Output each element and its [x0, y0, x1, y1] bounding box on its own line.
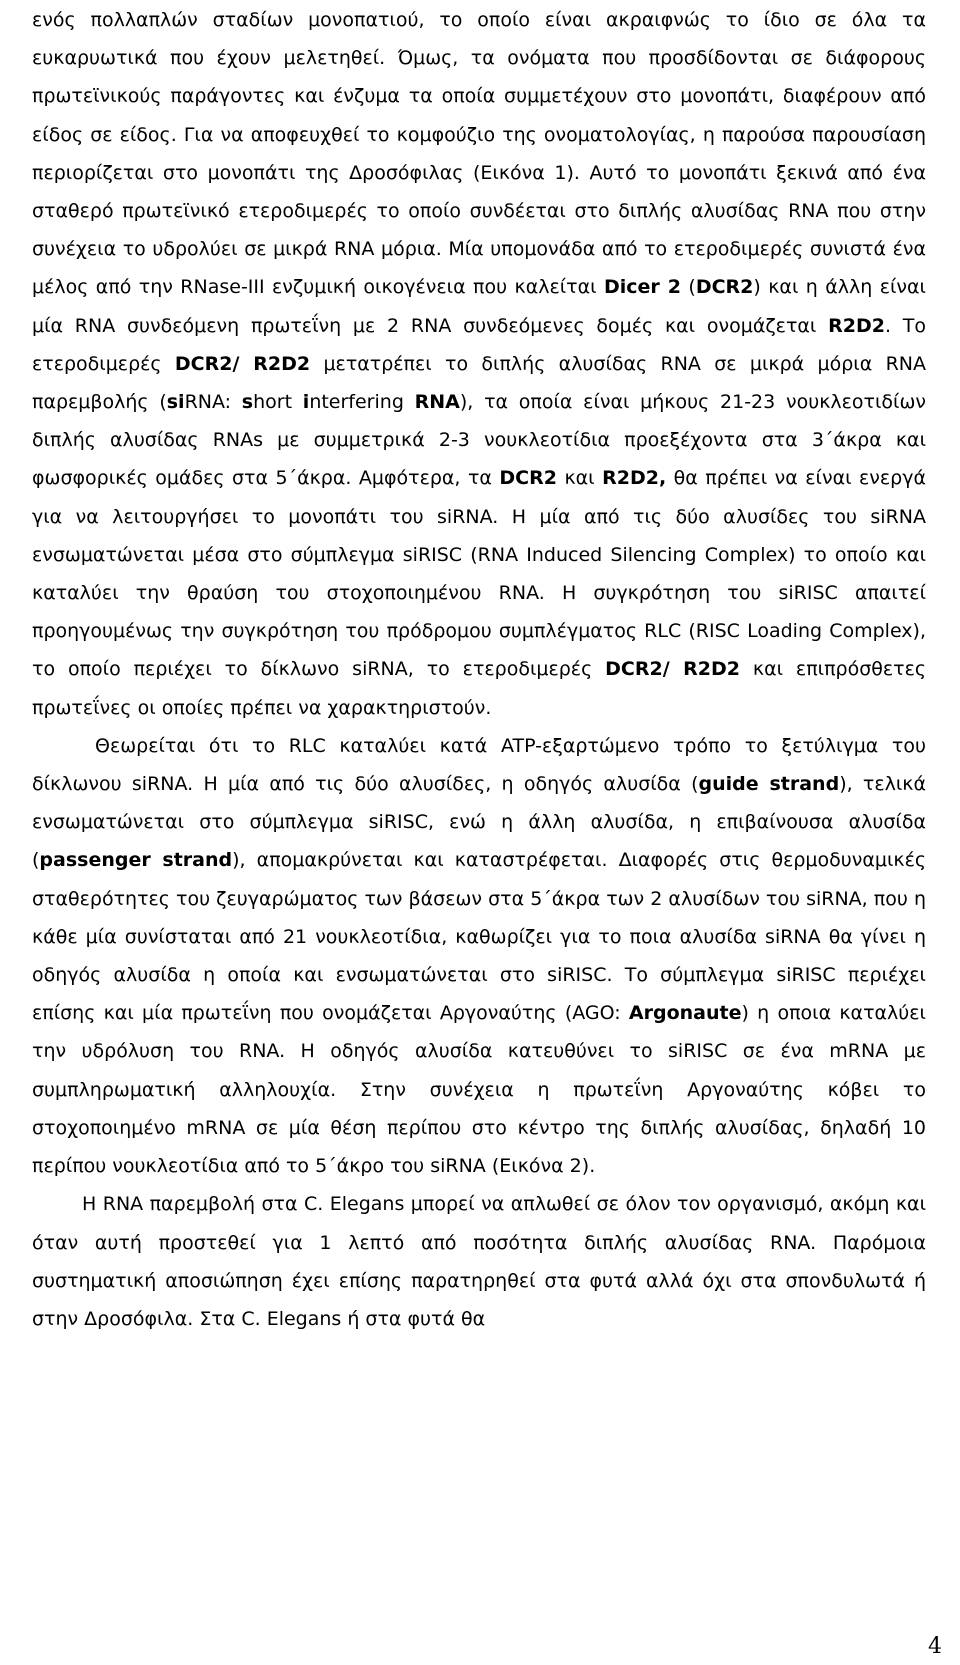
paragraph-2 [32, 727, 926, 1185]
text-run: ενός πολλαπλών σταδίων μονοπατιού, το οποίο είναι ακραιφνώς το ίδιο σε όλα τα ευκαρυωτικά που έχουν μελετηθεί. Όμως, τα ονόματα που προσδίδονται σε διάφορους πρωτεϊνικούς παράγοντες και ένζυμα τα οποία συμμετέχουν στο μονοπάτι, διαφέρουν από είδος σε είδος. Για να αποφευχθεί το κομφούζιο της ονοματολογίας, η παρούσα παρουσίαση περιορίζεται στο μονοπάτι της Δροσόφιλας (Εικόνα 1). Αυτό το μονοπάτι ξεκινά από ένα σταθερό πρωτεϊνικό ετεροδιμερές το οποίο συνδέεται στο διπλής αλυσίδας RNA που στην συνέχεια το υδρολύει σε μικρά RNA μόρια. Μία υπομονάδα από το ετεροδιμερές συνιστά ένα μέλος από την RNase-III ενζυμική οικογένεια που καλείται [32, 9, 926, 299]
term-sirna-suffix: RNA [184, 391, 225, 414]
term-r2d2: R2D2, [602, 467, 667, 490]
paragraph-1 [32, 1, 926, 727]
text-run: Η RNA παρεμβολή στα C. Elegans μπορεί να απλωθεί σε όλον τον οργανισμό, ακόμη και όταν αυτή προστεθεί για 1 λεπτό από ποσότητα διπλής αλυσίδας RNA. Παρόμοια συστηματική αποσιώπηση έχει επίσης παρατηρηθεί στα φυτά αλλά όχι στα σπονδυλωτά ή στην Δροσόφιλα. Στα C. Elegans ή στα φυτά θα [32, 1193, 926, 1330]
page-number: 4 [928, 1634, 942, 1659]
text-run: ) η οποια καταλύει την υδρόλυση του RNA. Η οδηγός αλυσίδα κατευθύνει το siRISC σε ένα mRNA με συμπληρωματική αλληλουχία. Στην συνέχεια η πρωτεΐνη Αργοναύτης κόβει το στοχοποιημένο mRNA σε μία θέση περίπου στο κέντρο της διπλής αλυσίδας, δηλαδή 10 περίπου νουκλεοτίδια από το 5΄άκρο του siRNA (Εικόνα 2). [32, 1002, 926, 1178]
term-argonaute: Argonaute [628, 1002, 742, 1025]
term-dicer-2: Dicer 2 [603, 276, 681, 299]
text-run: ) και η άλλη είναι μία RNA συνδεόμενη πρωτεΐνη με 2 RNA συνδεόμενες δομές και ονομάζεται [32, 276, 926, 337]
term-dcr2-r2d2: DCR2/ R2D2 [174, 352, 311, 375]
acronym-letter-i: i [302, 391, 310, 414]
text-run: μετατρέπει το διπλής αλυσίδας RNA σε μικρά μόρια RNA παρεμβολής ( [32, 352, 926, 414]
text-run: ), απομακρύνεται και καταστρέφεται. Διαφορές στις θερμοδυναμικές σταθερότητες του ζευγαρώματος των βάσεων στα 5΄άκρα των 2 αλυσίδων του siRNA, που η κάθε μία συνίσταται από 21 νουκλεοτίδια, καθωρίζει για το ποια αλυσίδα siRNA θα γίνει η οδηγός αλυσίδα η οποία και ενσωματώνεται στο siRISC. Το σύμπλεγμα siRISC περιέχει επίσης και μία πρωτεΐνη που ονομάζεται Αργοναύτης (AGO: [32, 849, 927, 1025]
text-run: nterfering [309, 391, 415, 414]
text-run: hort [253, 391, 303, 414]
term-passenger-strand: passenger strand [39, 849, 233, 872]
text-run: ( [681, 276, 696, 299]
text-run: ), τα οποία είναι μήκους 21-23 νουκλεοτιδίων διπλής αλυσίδας RNAs με συμμετρικά 2-3 νουκλεοτίδια προεξέχοντα στα 3΄άκρα και φωσφορικές ομάδες στα 5΄άκρα. Αμφότερα, τα [32, 391, 926, 490]
term-r2d2: R2D2 [828, 314, 885, 337]
term-dcr2-r2d2: DCR2/ R2D2 [605, 658, 740, 681]
paragraph-3 [32, 1185, 926, 1338]
text-run: και επιπρόσθετες πρωτεΐνες οι οποίες πρέπει να χαρακτηριστούν. [32, 658, 926, 719]
text-run: : [224, 391, 242, 414]
text-run: Θεωρείται ότι το RLC καταλύει κατά ATP-εξαρτώμενο τρόπο το ξετύλιγμα του δίκλωνου siRNA. Η μία από τις δύο αλυσίδες, η οδηγός αλυσίδα ( [32, 734, 926, 796]
term-guide-strand: guide strand [698, 773, 840, 796]
text-run: . Το ετεροδιμερές [32, 314, 927, 375]
text-run: και [556, 467, 603, 490]
term-sirna-prefix: si [166, 391, 185, 414]
text-run: θα πρέπει να είναι ενεργά για να λειτουργήσει το μονοπάτι του siRNA. Η μία από τις δύο αλυσίδες του siRNA ενσωματώνεται μέσα στο σύμπλεγμα siRISC (RNA Induced Silencing Complex) το οποίο και καταλύει την θραύση του στοχοποιημένου RNA. Η συγκρότηση του siRISC απαιτεί προηγουμένως την συγκρότηση του πρόδρομου συμπλέγματος RLC (RISC Loading Complex), το οποίο περιέχει το δίκλωνο siRNA, το ετεροδιμερές [32, 467, 927, 681]
term-dcr2: DCR2 [695, 276, 754, 299]
text-run: ), τελικά ενσωματώνεται στο σύμπλεγμα siRISC, ενώ η άλλη αλυσίδα, η επιβαίνουσα αλυσίδα ( [32, 773, 927, 872]
acronym-rna: RNA [414, 391, 460, 414]
term-dcr2: DCR2 [499, 467, 557, 490]
acronym-letter-s: s [241, 391, 254, 414]
